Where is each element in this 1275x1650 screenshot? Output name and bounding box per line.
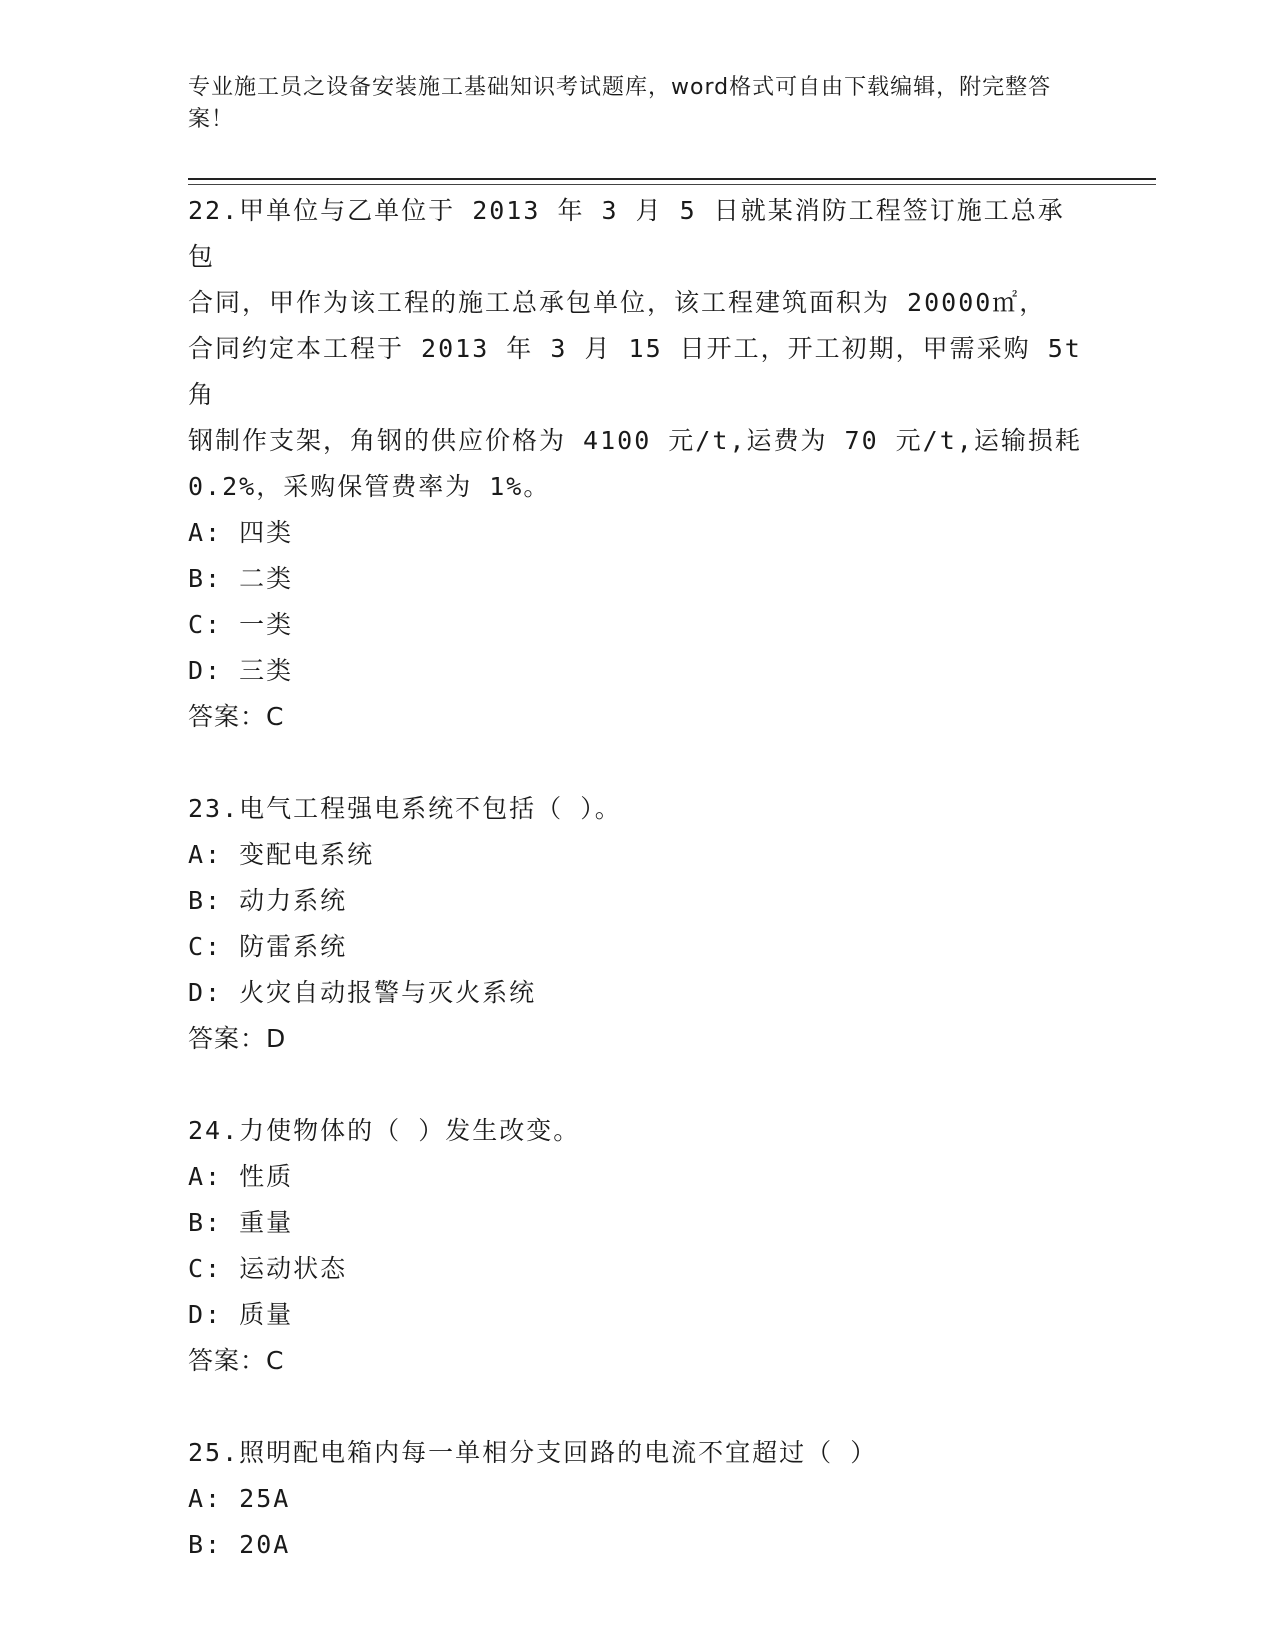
option-d: D: 火灾自动报警与灭火系统 xyxy=(188,978,537,1007)
question-22 xyxy=(188,188,1099,740)
option-d: D: 质量 xyxy=(188,1300,294,1329)
question-stem-line: 钢制作支架，角钢的供应价格为 4100 元/t,运费为 70 元/t,运输损耗 xyxy=(188,426,1082,455)
question-stem-line: 合同约定本工程于 2013 年 3 月 15 日开工，开工初期，甲需采购 5t 角 xyxy=(188,334,1099,409)
question-24 xyxy=(188,1108,1088,1384)
answer-line: 答案：C xyxy=(188,1346,285,1375)
option-c: C: 一类 xyxy=(188,610,294,639)
question-spacer xyxy=(188,1384,1088,1430)
option-d: D: 三类 xyxy=(188,656,294,685)
document-header: 专业施工员之设备安装施工基础知识考试题库，word格式可自由下载编辑，附完整答案！ xyxy=(188,75,1052,132)
header-divider-thin xyxy=(188,184,1156,185)
header-divider-thick xyxy=(188,178,1156,180)
option-a: A: 四类 xyxy=(188,518,294,547)
option-b: B: 二类 xyxy=(188,564,294,593)
option-c: C: 防雷系统 xyxy=(188,932,348,961)
answer-line: 答案：C xyxy=(188,702,285,731)
option-b: B: 重量 xyxy=(188,1208,294,1237)
question-spacer xyxy=(188,1062,1088,1108)
question-spacer xyxy=(188,740,1088,786)
question-stem-line: 合同，甲作为该工程的施工总承包单位，该工程建筑面积为 20000㎡， xyxy=(188,288,1047,317)
option-a: A: 25A xyxy=(188,1484,291,1513)
question-list xyxy=(188,188,1099,1568)
option-a: A: 变配电系统 xyxy=(188,840,375,869)
question-stem-line: 24.力使物体的（ ）发生改变。 xyxy=(188,1116,581,1145)
option-c: C: 运动状态 xyxy=(188,1254,348,1283)
answer-line: 答案：D xyxy=(188,1024,287,1053)
question-stem-line: 22.甲单位与乙单位于 2013 年 3 月 5 日就某消防工程签订施工总承包 xyxy=(188,196,1065,271)
option-b: B: 动力系统 xyxy=(188,886,348,915)
option-a: A: 性质 xyxy=(188,1162,294,1191)
question-stem-line: 0.2%，采购保管费率为 1%。 xyxy=(188,472,551,501)
question-stem-line: 25.照明配电箱内每一单相分支回路的电流不宜超过（ ） xyxy=(188,1438,878,1467)
question-23 xyxy=(188,786,1088,1062)
question-stem-line: 23.电气工程强电系统不包括（ ）。 xyxy=(188,794,622,823)
question-25 xyxy=(188,1430,1088,1568)
option-b: B: 20A xyxy=(188,1530,291,1559)
